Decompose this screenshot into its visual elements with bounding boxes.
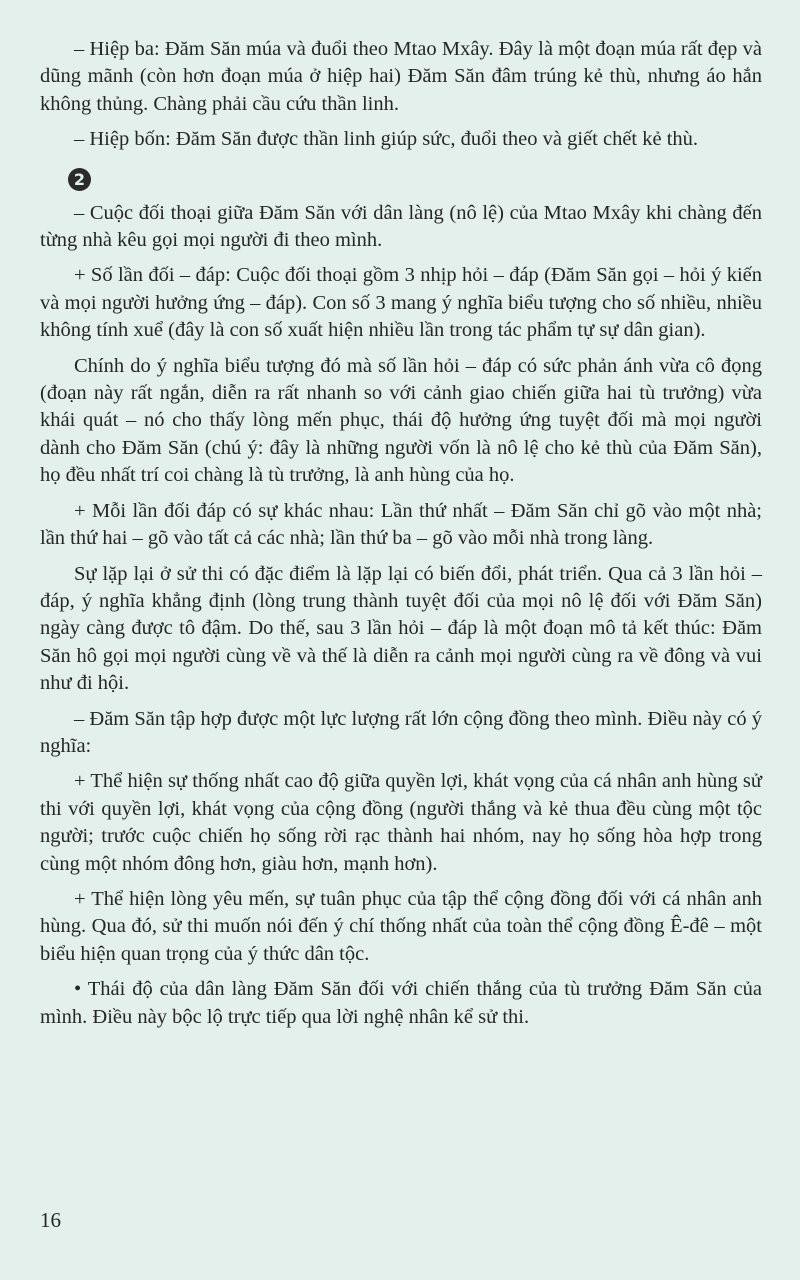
paragraph: Sự lặp lại ở sử thi có đặc điểm là lặp lại có biến đổi, phát triển. Qua cả 3 lần hỏi – đáp, ý nghĩa khẳng định (lòng trung thành tuyệt đối của mọi nô lệ đối với Đăm Săn) ngày càng được tô đậm. Do thế, sau 3 lần hỏi – đáp là một đoạn mô tả kết thúc: Đăm Săn hô gọi mọi người cùng về và thế là diễn ra cảnh mọi người cùng ra về đông và vui như đi hội. [40, 562, 762, 695]
paragraph: + Thể hiện lòng yêu mến, sự tuân phục của tập thể cộng đồng đối với cá nhân anh hùng. Qua đó, sử thi muốn nói đến ý chí thống nhất của toàn thể cộng đồng Ê-đê – một biểu hiện quan trọng của ý thức dân tộc. [40, 887, 762, 965]
paragraph: + Mỗi lần đối đáp có sự khác nhau: Lần thứ nhất – Đăm Săn chỉ gõ vào một nhà; lần thứ hai – gõ vào tất cả các nhà; lần thứ ba – gõ vào mỗi nhà trong làng. [40, 499, 762, 550]
page-body [40, 36, 762, 1039]
paragraph: – Cuộc đối thoại giữa Đăm Săn với dân làng (nô lệ) của Mtao Mxây khi chàng đến từng nhà kêu gọi mọi người đi theo mình. [40, 201, 762, 252]
section-marker [40, 168, 762, 196]
paragraph: • Thái độ của dân làng Đăm Săn đối với chiến thắng của tù trưởng Đăm Săn của mình. Điều này bộc lộ trực tiếp qua lời nghệ nhân kể sử thi. [40, 978, 762, 1028]
page-number: 16 [40, 1208, 61, 1232]
paragraph: + Số lần đối – đáp: Cuộc đối thoại gồm 3 nhịp hỏi – đáp (Đăm Săn gọi – hỏi ý kiến và mọi người hưởng ứng – đáp). Con số 3 mang ý nghĩa biểu tượng cho số nhiều, nhiều không tính xuể (đây là con số xuất hiện nhiều lần trong tác phẩm tự sự dân gian). [40, 264, 762, 342]
paragraph: – Đăm Săn tập hợp được một lực lượng rất lớn cộng đồng theo mình. Điều này có ý nghĩa: [40, 707, 762, 757]
section-number-circle-icon: 2 [68, 168, 91, 191]
paragraph: + Thể hiện sự thống nhất cao độ giữa quyền lợi, khát vọng của cá nhân anh hùng sử thi với quyền lợi, khát vọng của cộng đồng (người thắng và kẻ thua đều cùng một tộc người; trước cuộc chiến họ sống rời rạc thành hai nhóm, nay họ sống hòa hợp trong cùng một nhóm đông hơn, giàu hơn, mạnh hơn). [40, 770, 762, 875]
paragraph: – Hiệp bốn: Đăm Săn được thần linh giúp sức, đuổi theo và giết chết kẻ thù. [74, 128, 699, 151]
paragraph: – Hiệp ba: Đăm Săn múa và đuổi theo Mtao Mxây. Đây là một đoạn múa rất đẹp và dũng mãnh (còn hơn đoạn múa ở hiệp hai) Đăm Săn đâm trúng kẻ thù, nhưng áo hắn không thủng. Chàng phải cầu cứu thần linh. [40, 38, 762, 115]
paragraph: Chính do ý nghĩa biểu tượng đó mà số lần hỏi – đáp có sức phản ánh vừa cô đọng (đoạn này rất ngắn, diễn ra rất nhanh so với cảnh giao chiến giữa hai tù trưởng) vừa khái quát – nó cho thấy lòng mến phục, thái độ hưởng ứng tuyệt đối mà mọi người dành cho Đăm Săn (chú ý: đây là những người vốn là nô lệ cho kẻ thù của Đăm Săn), họ đều nhất trí coi chàng là tù trưởng, là anh hùng của họ. [40, 354, 762, 487]
